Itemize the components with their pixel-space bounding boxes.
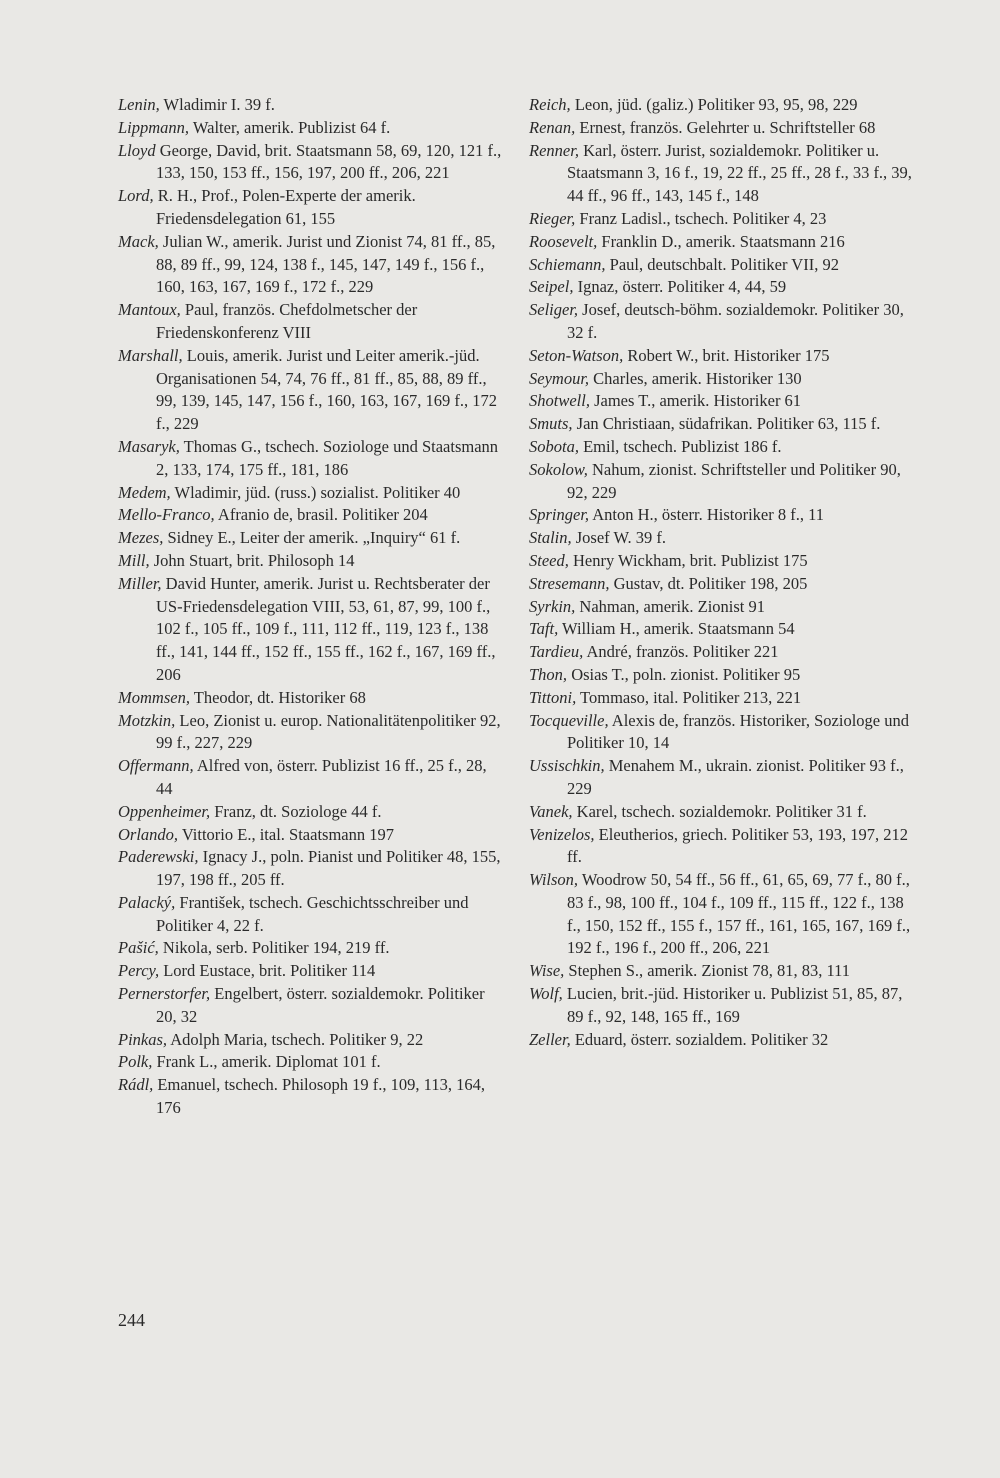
index-entry-name: Stresemann, (529, 573, 610, 593)
index-entry-name: Thon, (529, 664, 568, 684)
index-entry (118, 504, 503, 527)
index-entry-name: Mill, (118, 550, 150, 570)
index-entry-name: Ussischkin, (529, 756, 605, 776)
index-entry (529, 413, 914, 436)
index-entry (118, 983, 503, 1029)
index-entry (529, 117, 914, 140)
index-entry-text: William H., amerik. Staatsmann 54 (558, 619, 795, 639)
index-entry-text: Afranio de, brasil. Politiker 204 (214, 505, 428, 525)
index-entry (529, 573, 914, 596)
index-entry-name: Zeller, (529, 1029, 571, 1049)
index-entry-text: Osias T., poln. zionist. Politiker 95 (567, 664, 801, 684)
index-entry-text: R. H., Prof., Polen-Experte der amerik. Friedensdelegation 61, 155 (153, 186, 416, 228)
index-entry-text: Engelbert, österr. sozialdemokr. Politiker 20, 32 (156, 984, 485, 1026)
index-entry-name: Tittoni, (529, 687, 577, 707)
index-entry (118, 231, 503, 299)
index-entry (529, 504, 914, 527)
index-entry-name: Paderewski, (118, 847, 199, 867)
index-entry-name: Mello-Franco, (118, 505, 215, 525)
index-entry (118, 710, 503, 756)
index-entry-name: Oppenheimer, (118, 801, 211, 821)
index-entry-name: Orlando, (118, 824, 179, 844)
index-entry-name: Tocqueville, (529, 710, 609, 730)
index-entry (529, 254, 914, 277)
index-entry-name: Taft, (529, 619, 559, 639)
index-entry (529, 801, 914, 824)
index-entry-text: František, tschech. Geschichtsschreiber und Politiker 4, 22 f. (156, 892, 469, 935)
index-entry-text: Leon, jüd. (galiz.) Politiker 93, 95, 98, 229 (570, 95, 858, 114)
index-entry-name: Wise, (529, 961, 565, 981)
index-entry-text: Josef, deutsch-böhm. sozialdemokr. Politiker 30, 32 f. (567, 300, 904, 342)
index-entry (118, 185, 503, 231)
index-entry (529, 299, 914, 345)
index-entry (118, 687, 503, 710)
index-entry-text: John Stuart, brit. Philosoph 14 (149, 550, 355, 570)
index-entry (118, 550, 503, 573)
index-entry (118, 892, 503, 938)
index-entry-text: Franklin D., amerik. Staatsmann 216 (597, 231, 845, 251)
index-entry (529, 459, 914, 505)
index-entry-name: Mack, (118, 231, 159, 251)
index-entry (529, 436, 914, 459)
index-entry-name: Medem, (118, 482, 171, 502)
index-entry-name: Reich, (529, 95, 571, 114)
index-entry-name: Seymour, (529, 368, 590, 388)
index-entry-name: Lloyd (118, 140, 156, 160)
index-entry-text: Lord Eustace, brit. Politiker 114 (159, 961, 376, 981)
index-entry (118, 755, 503, 801)
index-entry (118, 482, 503, 505)
index-entry-text: Ignaz, österr. Politiker 4, 44, 59 (573, 277, 787, 297)
index-entry-name: Wilson, (529, 870, 579, 890)
index-entry-text: Louis, amerik. Jurist und Leiter amerik.-jüd. Organisationen 54, 74, 76 ff., 81 ff., 85, 88, 89 ff., 99, 139, 145, 147, 156 f., 160, 163, 167, 169 f., 172 f., 229 (156, 345, 497, 434)
index-entry (529, 983, 914, 1029)
index-entry (529, 208, 914, 231)
index-entry-text: Theodor, dt. Historiker 68 (189, 687, 366, 707)
index-entry (529, 390, 914, 413)
index-entry-text: George, David, brit. Staatsmann 58, 69, 120, 121 f., 133, 150, 153 ff., 156, 197, 200 ff., 206, 221 (155, 140, 502, 183)
index-entry-name: Steed, (529, 550, 569, 570)
index-entry (118, 960, 503, 983)
index-entry-name: Sobota, (529, 436, 579, 456)
index-entry-text: Robert W., brit. Historiker 175 (623, 345, 830, 365)
index-column-right (529, 94, 914, 1051)
index-entry (118, 117, 503, 140)
index-entry-name: Pašić, (118, 938, 159, 958)
index-entry-text: Menahem M., ukrain. zionist. Politiker 93 f., 229 (567, 756, 904, 798)
index-entry-text: Sidney E., Leiter der amerik. „Inquiry“ 61 f. (163, 528, 461, 548)
index-entry-text: Woodrow 50, 54 ff., 56 ff., 61, 65, 69, 77 f., 80 f., 83 f., 98, 100 ff., 104 f., 109 ff., 115 ff., 122 f., 138 f., 150, 152 ff., 155 f., 157 ff., 161, 165, 167, 169 f., 192 f., 196 f., 200 ff., 206, 221 (567, 870, 911, 958)
index-entry-name: Palacký, (118, 892, 176, 912)
index-entry (118, 527, 503, 550)
index-entry (529, 550, 914, 573)
index-entry (529, 687, 914, 710)
index-entry (118, 801, 503, 824)
index-entry-text: Emil, tschech. Publizist 186 f. (578, 436, 782, 456)
index-entry-name: Vanek, (529, 801, 573, 821)
index-entry (529, 755, 914, 801)
index-entry (529, 664, 914, 687)
index-entry-text: Anton H., österr. Historiker 8 f., 11 (589, 505, 824, 525)
index-entry-name: Seton-Watson, (529, 345, 624, 365)
index-entry-text: André, französ. Politiker 221 (583, 642, 779, 662)
index-entry-name: Mommsen, (118, 687, 190, 707)
index-entry-name: Venizelos, (529, 824, 595, 844)
index-entry (529, 869, 914, 960)
index-entry (529, 368, 914, 391)
index-entry-text: Charles, amerik. Historiker 130 (589, 368, 802, 388)
index-entry-text: James T., amerik. Historiker 61 (589, 391, 802, 411)
index-entry-text: Julian W., amerik. Jurist und Zionist 74, 81 ff., 85, 88, 89 ff., 99, 124, 138 f., 145, 147, 149 f., 156 f., 160, 163, 167, 169 f., 172 f., 229 (156, 231, 496, 297)
index-entry-text: Franz Ladisl., tschech. Politiker 4, 23 (575, 208, 827, 228)
index-entry-text: Frank L., amerik. Diplomat 101 f. (152, 1052, 381, 1072)
index-entry-text: Vittorio E., ital. Staatsmann 197 (178, 824, 394, 844)
index-entry-name: Wolf, (529, 984, 563, 1004)
index-entry (118, 1051, 503, 1074)
index-entry-name: Lippmann, (118, 117, 190, 137)
index-entry-name: Pernerstorfer, (118, 984, 211, 1004)
index-entry (118, 345, 503, 436)
index-entry-name: Smuts, (529, 414, 573, 434)
index-entry (529, 710, 914, 756)
index-entry-name: Lenin, (118, 95, 160, 114)
index-entry-name: Schiemann, (529, 254, 606, 274)
index-entry (529, 596, 914, 619)
index-entry-text: Stephen S., amerik. Zionist 78, 81, 83, 111 (564, 961, 850, 981)
index-entry (529, 94, 914, 117)
index-entry (529, 618, 914, 641)
index-entry-text: Emanuel, tschech. Philosoph 19 f., 109, 113, 164, 176 (153, 1075, 485, 1118)
index-entry-text: Ignacy J., poln. Pianist und Politiker 48, 155, 197, 198 ff., 205 ff. (156, 847, 501, 890)
index-entry-text: Franz, dt. Soziologe 44 f. (210, 801, 382, 821)
index-column-left (118, 94, 503, 1120)
index-entry-text: Josef W. 39 f. (571, 528, 667, 548)
index-entry-text: Eleutherios, griech. Politiker 53, 193, 197, 212 ff. (567, 824, 908, 867)
index-entry-name: Sokolow, (529, 459, 588, 479)
index-entry-text: Nikola, serb. Politiker 194, 219 ff. (158, 938, 390, 958)
index-entry-name: Miller, (118, 573, 162, 593)
index-entry-name: Polk, (118, 1052, 153, 1072)
index-entry (529, 641, 914, 664)
index-entry (118, 937, 503, 960)
index-entry (529, 345, 914, 368)
index-entry (118, 1029, 503, 1052)
index-entry-name: Mezes, (118, 528, 164, 548)
index-entry-text: Paul, deutschbalt. Politiker VII, 92 (605, 254, 839, 274)
index-entry (118, 299, 503, 345)
index-entry-text: Tommaso, ital. Politiker 213, 221 (576, 687, 802, 707)
page-number: 244 (118, 1310, 145, 1330)
index-entry-name: Offermann, (118, 756, 194, 776)
index-entry-name: Renan, (529, 117, 576, 137)
index-entry (118, 436, 503, 482)
index-entry (529, 276, 914, 299)
index-entry-name: Pinkas, (118, 1029, 168, 1049)
index-entry-text: Walter, amerik. Publizist 64 f. (189, 117, 391, 137)
index-entry-text: Nahum, zionist. Schriftsteller und Politiker 90, 92, 229 (567, 459, 901, 502)
index-entry-name: Motzkin, (118, 710, 176, 730)
index-entry-text: Henry Wickham, brit. Publizist 175 (568, 550, 808, 570)
index-entry (529, 231, 914, 254)
index-entry-name: Tardieu, (529, 642, 584, 662)
index-entry (529, 960, 914, 983)
index-entry-text: Alfred von, österr. Publizist 16 ff., 25 f., 28, 44 (156, 756, 487, 798)
index-entry (118, 94, 503, 117)
index-entry (529, 824, 914, 870)
index-entry-name: Roosevelt, (529, 231, 598, 251)
index-entry-text: Karel, tschech. sozialdemokr. Politiker 31 f. (572, 801, 867, 821)
index-entry-text: Jan Christiaan, südafrikan. Politiker 63, 115 f. (572, 414, 881, 434)
index-entry-name: Stalin, (529, 528, 572, 548)
index-entry (118, 846, 503, 892)
index-entry-name: Springer, (529, 505, 590, 525)
index-entry-name: Lord, (118, 186, 154, 206)
index-entry-name: Masaryk, (118, 436, 180, 456)
index-entry-name: Percy, (118, 961, 160, 981)
index-entry-text: Karl, österr. Jurist, sozialdemokr. Politiker u. Staatsmann 3, 16 f., 19, 22 ff., 25 ff., 28 f., 33 f., 39, 44 ff., 96 ff., 143, 145 f., 148 (567, 140, 912, 206)
index-entry-name: Syrkin, (529, 596, 576, 616)
index-entry (529, 527, 914, 550)
index-entry-text: Adolph Maria, tschech. Politiker 9, 22 (167, 1029, 424, 1049)
index-entry (529, 1029, 914, 1052)
index-entry-name: Shotwell, (529, 391, 590, 411)
index-entry (118, 573, 503, 687)
index-entry (118, 1074, 503, 1120)
index-entry-text: David Hunter, amerik. Jurist u. Rechtsberater der US-Friedensdelegation VIII, 53, 61, 87, 99, 100 f., 102 f., 105 ff., 109 f., 111, 112 ff., 119, 123 f., 138 ff., 141, 144 ff., 152 ff., 155 ff., 162 f., 167, 169 ff., 206 (156, 573, 496, 684)
index-entry-text: Lucien, brit.-jüd. Historiker u. Publizist 51, 85, 87, 89 f., 92, 148, 165 ff., 169 (562, 984, 903, 1026)
index-entry-text: Gustav, dt. Politiker 198, 205 (609, 573, 808, 593)
index-entry-text: Wladimir, jüd. (russ.) sozialist. Politiker 40 (170, 482, 461, 502)
index-entry-text: Ernest, französ. Gelehrter u. Schriftsteller 68 (575, 117, 876, 137)
index-entry-text: Paul, französ. Chefdolmetscher der Friedenskonferenz VIII (156, 300, 418, 342)
index-entry (529, 140, 914, 208)
index-entry-text: Alexis de, französ. Historiker, Soziologe und Politiker 10, 14 (567, 710, 910, 753)
index-entry (118, 140, 503, 186)
index-entry-text: Nahman, amerik. Zionist 91 (575, 596, 765, 616)
index-entry (118, 824, 503, 847)
index-entry-text: Eduard, österr. sozialdem. Politiker 32 (570, 1029, 829, 1049)
index-entry-text: Wladimir I. 39 f. (159, 95, 275, 114)
index-entry-name: Seliger, (529, 300, 579, 320)
index-entry-text: Thomas G., tschech. Soziologe und Staatsmann 2, 133, 174, 175 ff., 181, 186 (156, 436, 499, 479)
index-entry-name: Seipel, (529, 277, 574, 297)
index-entry-name: Rieger, (529, 208, 576, 228)
index-entry-name: Mantoux, (118, 300, 181, 320)
index-entry-name: Renner, (529, 140, 579, 160)
index-entry-name: Marshall, (118, 345, 183, 365)
index-entry-text: Leo, Zionist u. europ. Nationalitätenpolitiker 92, 99 f., 227, 229 (156, 710, 501, 753)
index-entry-name: Rádl, (118, 1075, 154, 1095)
